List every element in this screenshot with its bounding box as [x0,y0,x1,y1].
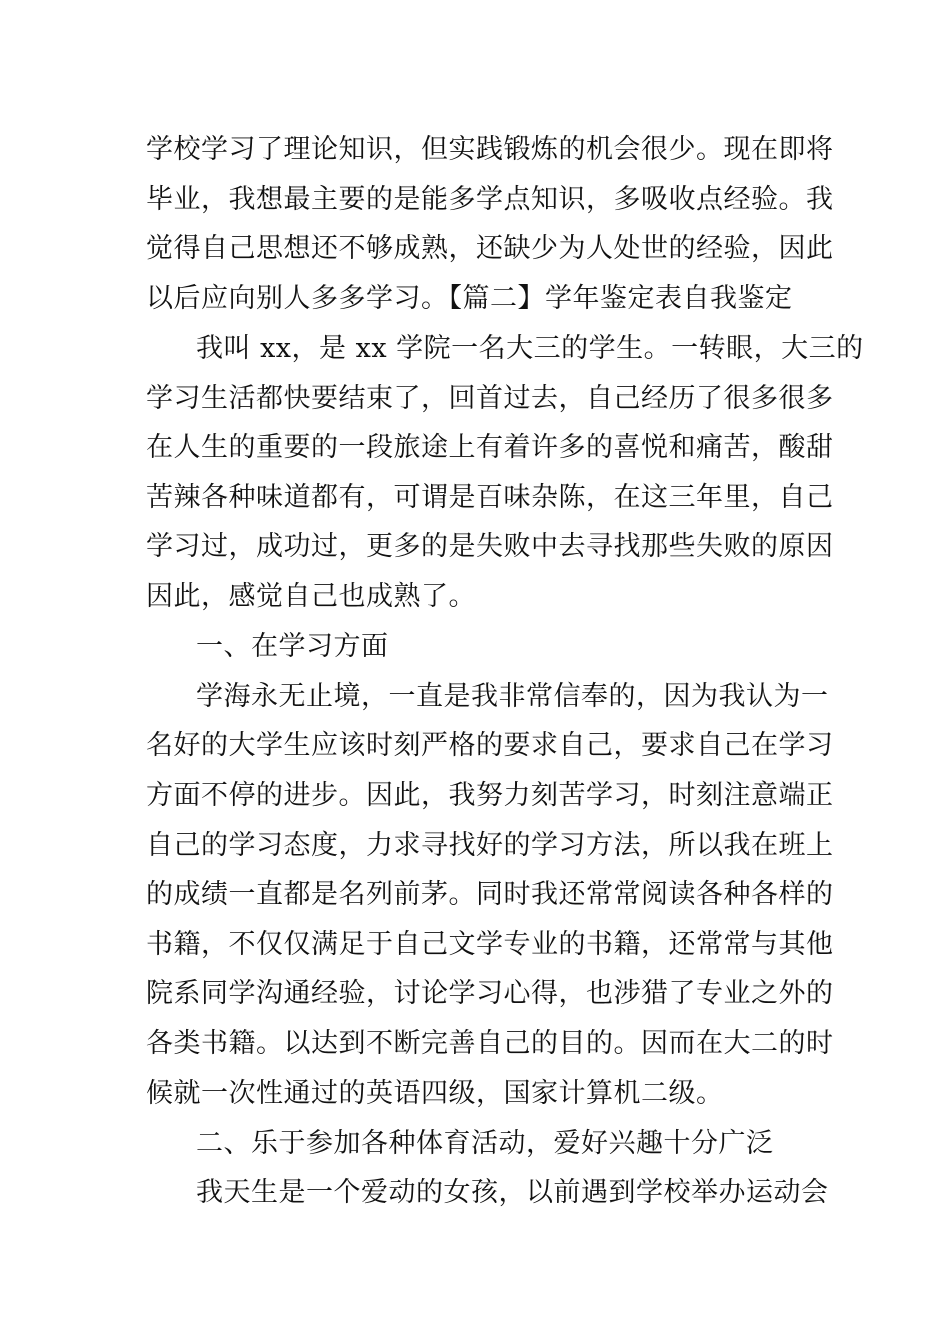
text-line: 学校学习了理论知识，但实践锻炼的机会很少。现在即将 [146,134,834,165]
text-line: 的成绩一直都是名列前茅。同时我还常常阅读各种各样的 [146,879,834,910]
text-line: 以后应向别人多多学习。【篇二】学年鉴定表自我鉴定 [146,283,793,314]
text-line: 苦辣各种味道都有，可谓是百味杂陈，在这三年里，自己 [146,482,834,513]
text-line: 自己的学习态度，力求寻找好的学习方法，所以我在班上 [146,830,834,861]
section-heading: 一、在学习方面 [196,631,389,662]
text-line: 方面不停的进步。因此，我努力刻苦学习，时刻注意端正 [146,780,834,811]
text-line: 学习生活都快要结束了，回首过去，自己经历了很多很多 [146,383,834,414]
text-line: 各类书籍。以达到不断完善自己的目的。因而在大二的时 [146,1028,834,1059]
text-line: 因此，感觉自己也成熟了。 [146,581,476,612]
text-line: 学习过，成功过，更多的是失败中去寻找那些失败的原因 [146,531,834,562]
section-heading: 二、乐于参加各种体育活动，爱好兴趣十分广泛 [196,1128,774,1159]
text-line: 学海永无止境，一直是我非常信奉的，因为我认为一 [196,681,829,712]
text-line: 名好的大学生应该时刻严格的要求自己，要求自己在学习 [146,730,834,761]
text-line: 在人生的重要的一段旅途上有着许多的喜悦和痛苦，酸甜 [146,432,834,463]
text-line: 候就一次性通过的英语四级，国家计算机二级。 [146,1078,724,1109]
text-line: 书籍，不仅仅满足于自己文学专业的书籍，还常常与其他 [146,929,834,960]
text-line: 觉得自己思想还不够成熟，还缺少为人处世的经验，因此 [146,233,834,264]
text-line: 院系同学沟通经验，讨论学习心得，也涉猎了专业之外的 [146,978,834,1009]
text-line: 毕业，我想最主要的是能多学点知识，多吸收点经验。我 [146,184,834,215]
text-line: 我天生是一个爱动的女孩，以前遇到学校举办运动会 [196,1177,829,1208]
text-line: 我叫 xx，是 xx 学院一名大三的学生。一转眼，大三的 [196,333,864,364]
